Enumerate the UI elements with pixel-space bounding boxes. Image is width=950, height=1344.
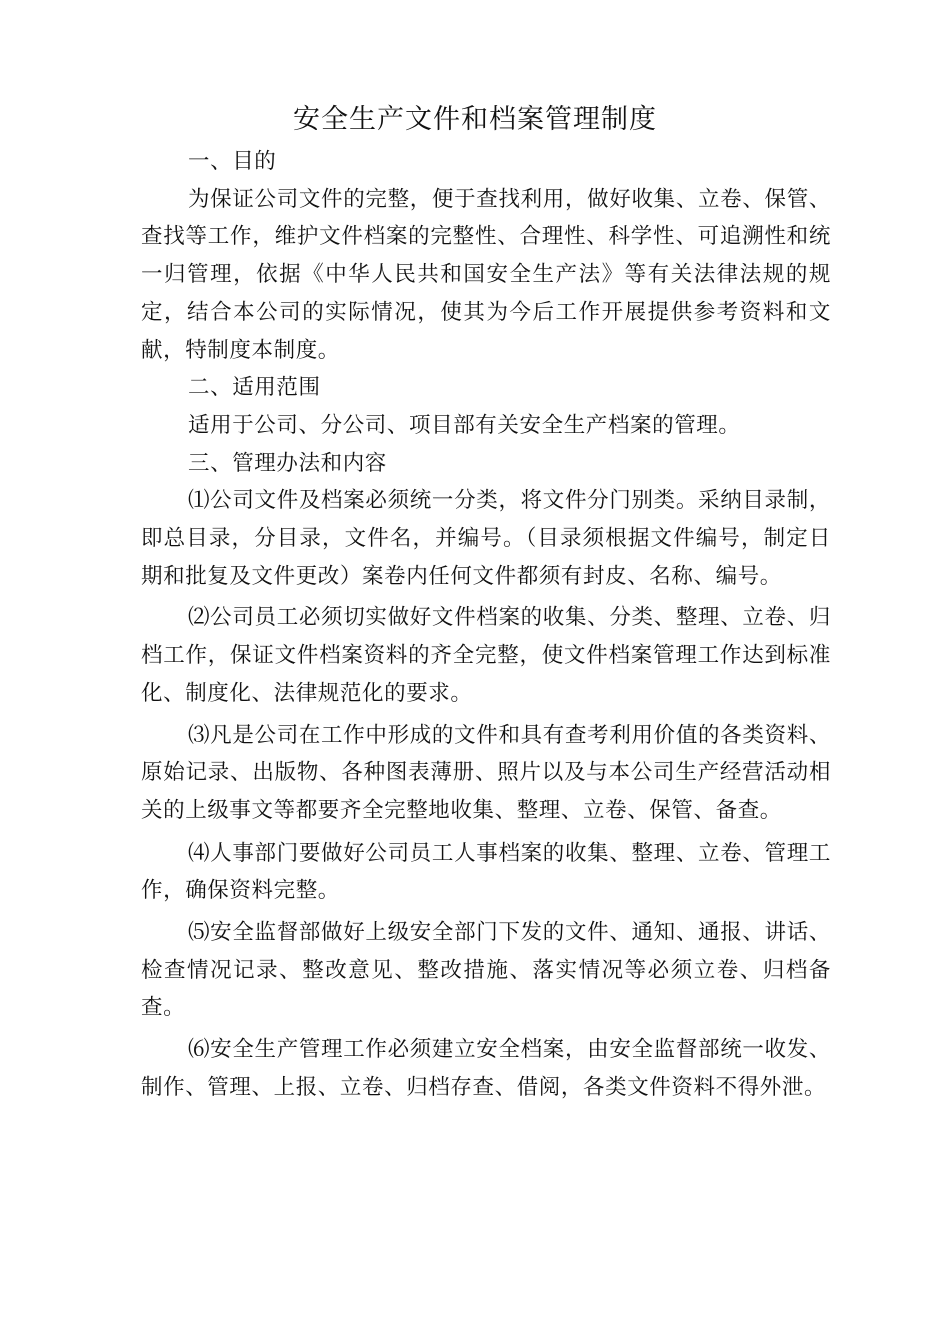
list-item-1: ⑴公司文件及档案必须统一分类，将文件分门别类。采纳目录制，即总目录，分目录，文件名，并编号。（目录须根据文件编号，制定日期和批复及文件更改）案卷内任何文件都须有封皮、名称、编号。 bbox=[141, 488, 831, 589]
section-heading-scope: 二、适用范围 bbox=[188, 375, 321, 401]
list-item-5: ⑸安全监督部做好上级安全部门下发的文件、通知、通报、讲话、检查情况记录、整改意见、整改措施、落实情况等必须立卷、归档备查。 bbox=[141, 920, 831, 1021]
paragraph-scope: 适用于公司、分公司、项目部有关安全生产档案的管理。 bbox=[188, 412, 741, 438]
list-item-6: ⑹安全生产管理工作必须建立安全档案，由安全监督部统一收发、制作、管理、上报、立卷、归档存查、借阅，各类文件资料不得外泄。 bbox=[141, 1037, 831, 1100]
list-item-3: ⑶凡是公司在工作中形成的文件和具有查考利用价值的各类资料、原始记录、出版物、各种图表薄册、照片以及与本公司生产经营活动相关的上级事文等都要齐全完整地收集、整理、立卷、保管、备查。 bbox=[141, 722, 831, 823]
paragraph-purpose: 为保证公司文件的完整，便于查找利用，做好收集、立卷、保管、查找等工作，维护文件档案的完整性、合理性、科学性、可追溯性和统一归管理，依据《中华人民共和国安全生产法》等有关法律法规的规定，结合本公司的实际情况，使其为今后工作开展提供参考资料和文献，特制度本制度。 bbox=[141, 186, 831, 363]
document-title: 安全生产文件和档案管理制度 bbox=[293, 104, 657, 135]
list-item-2: ⑵公司员工必须切实做好文件档案的收集、分类、整理、立卷、归档工作，保证文件档案资料的齐全完整，使文件档案管理工作达到标准化、制度化、法律规范化的要求。 bbox=[141, 605, 831, 706]
document-body bbox=[141, 143, 831, 1107]
list-item-4: ⑷人事部门要做好公司员工人事档案的收集、整理、立卷、管理工作，确保资料完整。 bbox=[141, 840, 831, 904]
section-heading-purpose: 一、目的 bbox=[188, 149, 277, 174]
section-heading-methods: 三、管理办法和内容 bbox=[188, 450, 387, 476]
